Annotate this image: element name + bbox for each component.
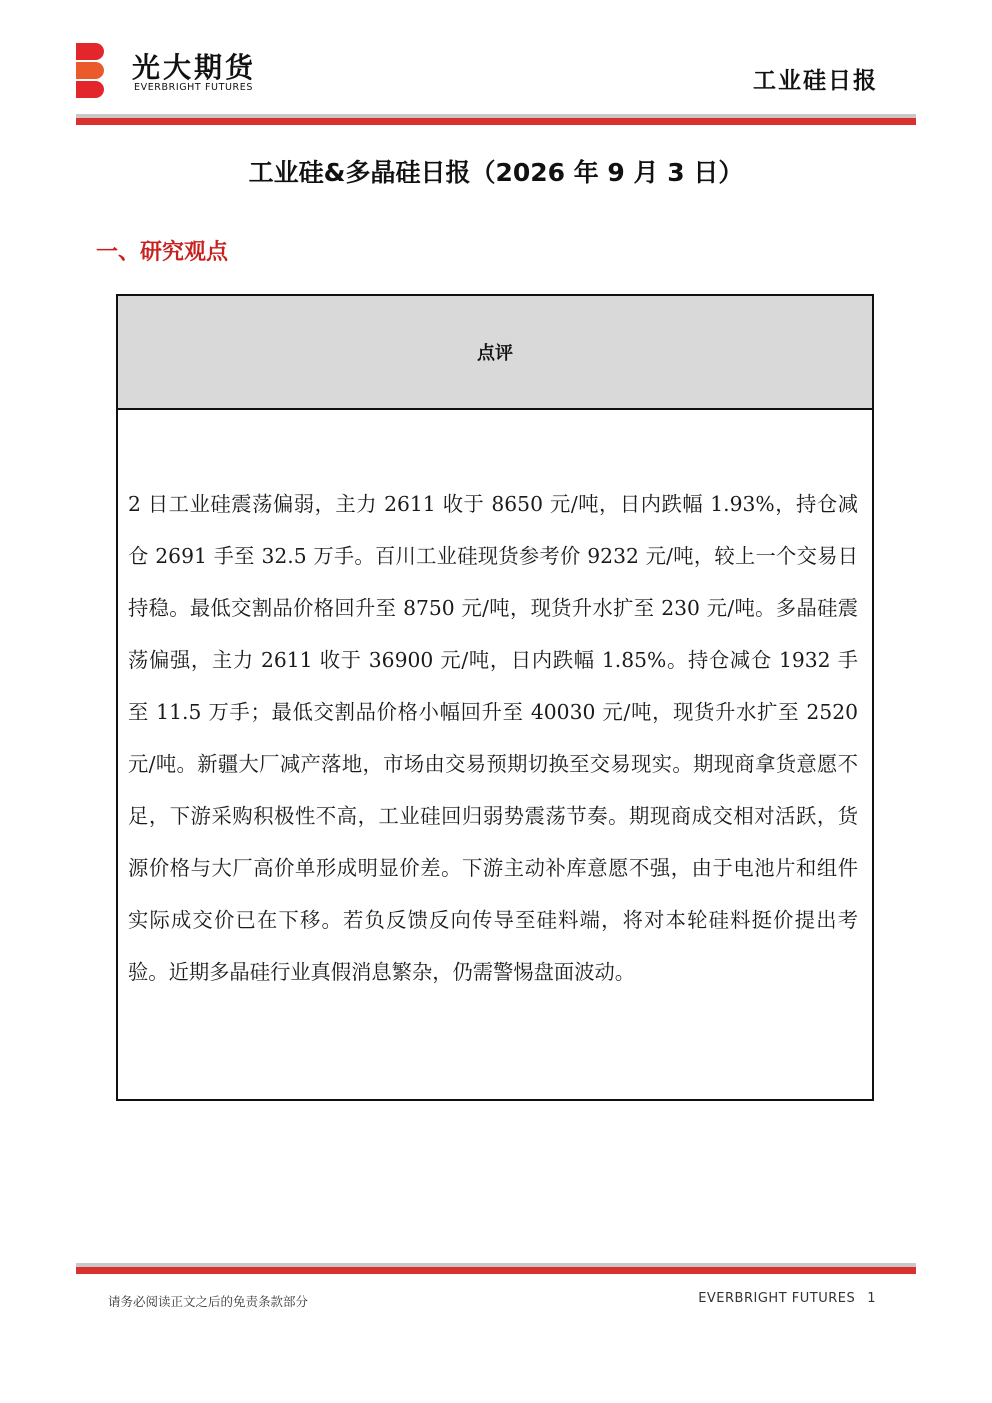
- footer-brand-page: [698, 1291, 876, 1306]
- everbright-logo-icon: [76, 42, 116, 100]
- document-title: 工业硅&多晶硅日报（2026 年 9 月 3 日）: [248, 158, 744, 187]
- brand-name-en: EVERBRIGHT FUTURES: [134, 82, 253, 93]
- report-type-title: 工业硅日报: [753, 68, 878, 94]
- footer-divider: [76, 1267, 916, 1274]
- brand-logo: [76, 42, 286, 100]
- comment-table-body: 2 日工业硅震荡偏弱，主力 2611 收于 8650 元/吨，日内跌幅 1.93%，持仓减仓 2691 手至 32.5 万手。百川工业硅现货参考价 9232 元/吨，较上一个交易日持稳。最低交割品价格回升至 8750 元/吨，现货升水扩至 230 元/吨。多晶硅震荡偏强，主力 2611 收于 36900 元/吨，日内跌幅 1.85%。持仓减仓 1932 手至 11.5 万手；最低交割品价格小幅回升至 40030 元/吨，现货升水扩至 2520 元/吨。新疆大厂减产落地，市场由交易预期切换至交易现实。期现商拿货意愿不足，下游采购积极性不高，工业硅回归弱势震荡节奏。期现商成交相对活跃，货源价格与大厂高价单形成明显价差。下游主动补库意愿不强，由于电池片和组件实际成交价已在下移。若负反馈反向传导至硅料端，将对本轮硅料挺价提出考验。近期多晶硅行业真假消息繁杂，仍需警惕盘面波动。: [128, 492, 858, 984]
- brand-name-cn: 光大期货: [132, 51, 257, 84]
- comment-table: [116, 294, 874, 1101]
- header-divider: [76, 118, 916, 125]
- footer-disclaimer: 请务必阅读正文之后的免责条款部分: [108, 1294, 309, 1309]
- section-heading: 一、研究观点: [96, 240, 229, 265]
- page-number: 1: [867, 1291, 876, 1306]
- footer-brand: EVERBRIGHT FUTURES: [698, 1291, 856, 1306]
- comment-table-header-label: 点评: [477, 343, 513, 364]
- comment-table-header: [118, 296, 872, 410]
